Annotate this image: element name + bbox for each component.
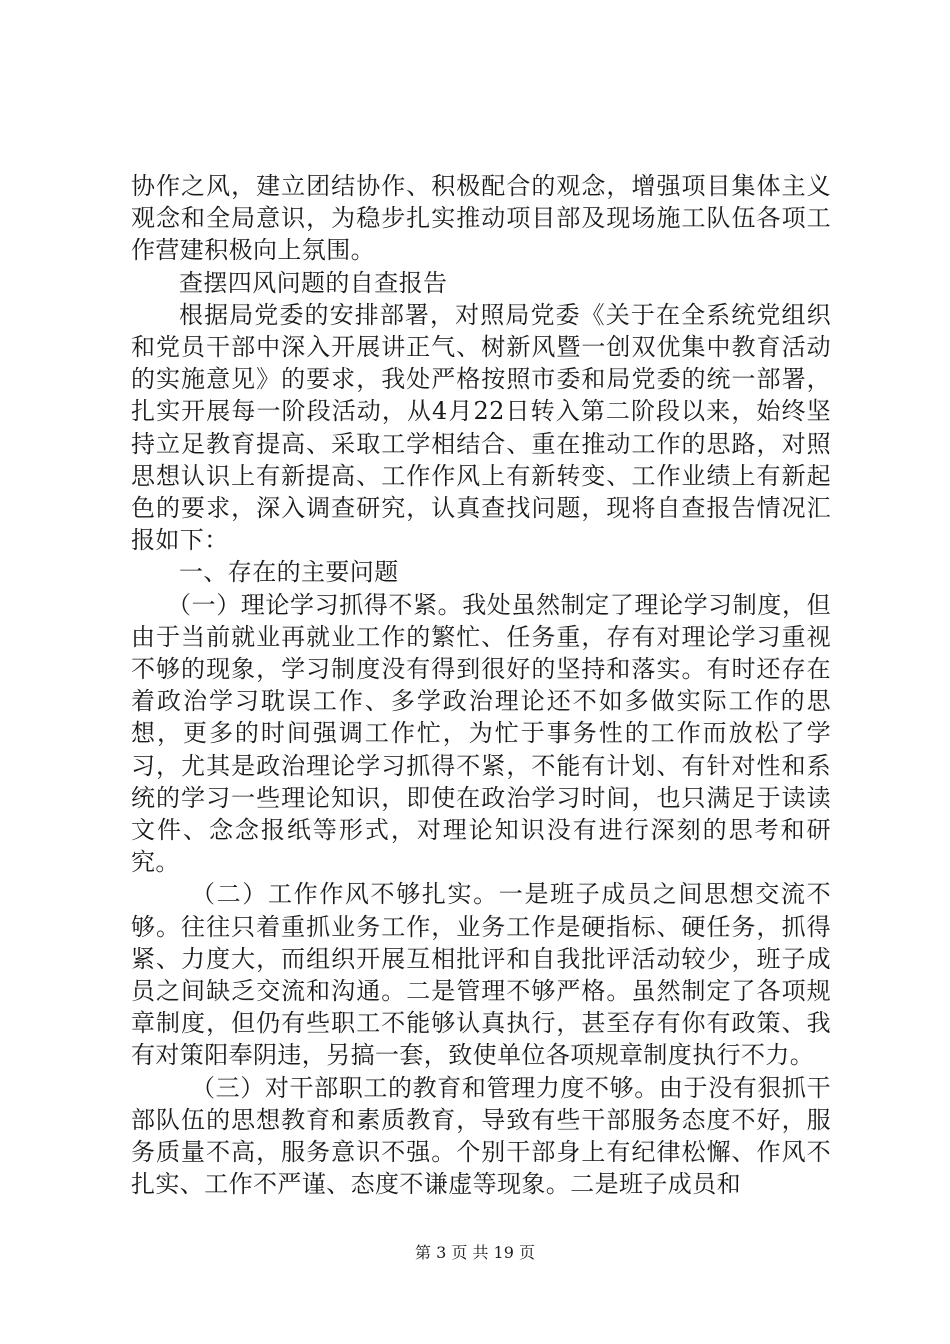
page-number-footer: 第 3 页 共 19 页 [415,1243,535,1262]
paragraph-problem-1: （一）理论学习抓得不紧。我处虽然制定了理论学习制度，但由于当前就业再就业工作的繁忙、任务重，存有对理论学习重视不够的现象，学习制度没有得到很好的坚持和落实。有时还存在着政治学习耽误工作、多学政治理论还不如多做实际工作的思想，更多的时间强调工作忙，为忙于事务性的工作而放松了学习，尤其是政治理论学习抓得不紧，不能有计划、有针对性和系统的学习一些理论知识，即使在政治学习时间，也只满足于读读文件、念念报纸等形式，对理论知识没有进行深刻的思考和研究。 [131,590,831,877]
paragraph-continuation: 协作之风，建立团结协作、积极配合的观念，增强项目集体主义观念和全局意识，为稳步扎实推动项目部及现场施工队伍各项工作营建积极向上氛围。 [131,172,831,265]
paragraph-problem-3: （三）对干部职工的教育和管理力度不够。由于没有狠抓干部队伍的思想教育和素质教育，导致有些干部服务态度不好，服务质量不高，服务意识不强。个别干部身上有纪律松懈、作风不扎实、工作不严谨、态度不谦虚等现象。二是班子成员和 [131,1073,831,1199]
heading-main-problems: 一、存在的主要问题 [179,558,399,587]
document-body [131,170,831,1201]
paragraph-problem-2: （二）工作作风不够扎实。一是班子成员之间思想交流不够。往往只着重抓业务工作，业务工作是硬指标、硬任务，抓得紧、力度大，而组织开展互相批评和自我批评活动较少，班子成员之间缺乏交流和沟通。二是管理不够严格。虽然制定了各项规章制度，但仍有些职工不能够认真执行，甚至存有你有政策、我有对策阳奉阴违，另搞一套，致使单位各项规章制度执行不力。 [131,880,831,1070]
section-title: 查摆四风问题的自查报告 [179,268,448,297]
paragraph-intro: 根据局党委的安排部署，对照局党委《关于在全系统党组织和党员干部中深入开展讲正气、树新风暨一创双优集中教育活动的实施意见》的要求，我处严格按照市委和局党委的统一部署，扎实开展每一阶段活动，从4月22日转入第二阶段以来，始终坚持立足教育提高、采取工学相结合、重在推动工作的思路，对照思想认识上有新提高、工作作风上有新转变、工作业绩上有新起色的要求，深入调查研究，认真查找问题，现将自查报告情况汇报如下： [131,300,831,555]
